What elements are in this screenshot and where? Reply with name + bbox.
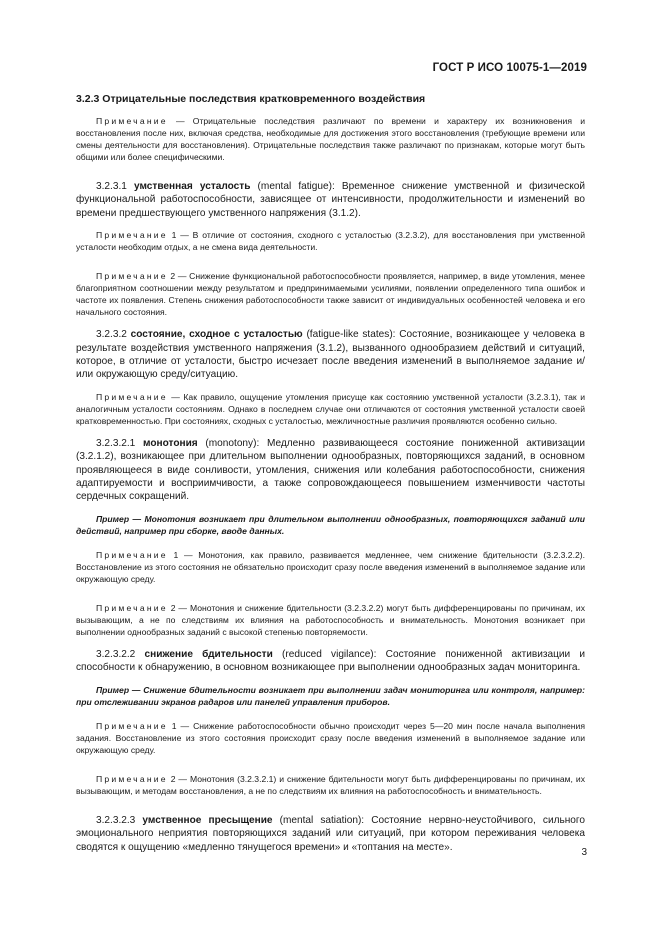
note-text: — Отрицательные последствия различают по времени и характеру их возникновения и восстановления после них, включая средства, необходимые для достижения этого восстановления (требующие времени или смены деятельности для восстановления). Отрицательные последствия также различают по признакам, которые могут быть общими или более специфическими.	[76, 116, 585, 162]
term-name: монотония	[143, 437, 198, 449]
note-text: 1 — Монотония, как правило, развивается медленнее, чем снижение бдительности (3.2.3.2.2). Восстановление из этого состояния не обязательно происходит сразу после введения изменений в выполняемое задание или окружающую среду.	[76, 549, 585, 584]
term-definition: (mental fatigue): Временное снижение умственной и физической функциональной работоспособности, зависящее от интенсивности, продолжительности и изменений во времени предшествующего умственного напряжения (3.1.2).	[76, 181, 585, 219]
note-label: Примечание	[96, 602, 168, 613]
note-text: 2 — Снижение функциональной работоспособности проявляется, например, в виде утомления, менее благоприятном соотношении между результатом и предпринимаемыми усилиями, появлении определенного типа ошибок и частоте их появления. Степень снижения работоспособности также зависит от индивидуальных особенностей человека и его начального состояния.	[76, 271, 585, 318]
page-number: 3	[581, 847, 587, 858]
note-label: Примечание	[96, 720, 168, 731]
term-name: состояние, сходное с усталостью	[130, 329, 303, 341]
note-label: Примечание	[96, 230, 168, 241]
term-number: 3.2.3.2	[96, 329, 131, 341]
note-1-reduced-vigilance	[76, 720, 585, 756]
term-number: 3.2.3.2.3	[96, 814, 143, 826]
term-definition: (reduced vigilance): Состояние пониженной активизации и способности к обнаружению, в основном возникающее при выполнении однообразных задач мониторинга.	[76, 648, 586, 674]
example-monotony: Пример — Монотония возникает при длительном выполнении однообразных, повторяющихся заданий или действий, например при сборке, вводе данных.	[76, 513, 585, 536]
example-reduced-vigilance: Пример — Снижение бдительности возникает при выполнении задач мониторинга или контроля, например: при отслеживании экранов радаров или панелей управления приборов.	[76, 684, 585, 707]
note-text: 2 — Монотония и снижение бдительности (3.2.3.2.2) могут быть дифференцированы по причинам, их вызывающим, а не по следствиям их влияния на работоспособность и внимательность. Монотония возникает при выполнении однообразных заданий с высокой степенью повторяемости.	[76, 602, 585, 637]
note-text: 1 — В отличие от состояния, сходного с усталостью (3.2.3.2), для восстановления при умственной усталости необходим отдых, а не смена вида деятельности.	[76, 230, 585, 253]
term-name: умственная усталость	[133, 181, 251, 192]
term-definition: (fatigue-like states): Состояние, возникающее у человека в результате воздействия умственного напряжения (3.1.2), вызванного однообразием действий и ситуаций, которое, в отличие от усталости, быстро исчезает после введения изменений в выполняемое задание и/или окружающую среду/ситуацию.	[76, 329, 586, 381]
term-mental-fatigue	[76, 180, 585, 220]
note-1-monotony	[76, 549, 585, 585]
term-name: снижение бдительности	[144, 648, 273, 660]
term-mental-satiation	[76, 814, 585, 854]
note-fatigue-like-states	[76, 391, 585, 427]
term-reduced-vigilance	[76, 648, 585, 675]
note-label: Примечание	[96, 271, 168, 282]
page-content	[76, 93, 585, 863]
term-definition: (monotony): Медленно развивающееся состояние пониженной активизации (3.2.1.2), возникающее при длительном выполнении однообразных, повторяющихся заданий, в основном проявляющееся в виде сонливости, утомления, снижения или колебания работоспособности, снижения адаптируемости и восприимчивости, а также сопровождающееся повышением изменчивости частоты сердечных сокращений.	[76, 437, 585, 503]
term-number: 3.2.3.2.2	[96, 648, 145, 660]
term-name: умственное пресыщение	[142, 814, 273, 826]
note-text: — Как правило, ощущение утомления присуще как состоянию умственной усталости (3.2.3.1), так и аналогичным усталости состояниям. Однако в последнем случае они отличаются от состояния умственной усталости своей кратковременностью. При состояниях, сходных с усталостью, межличностные различия проявляются особенно сильно.	[76, 391, 585, 426]
note-text: 1 — Снижение работоспособности обычно происходит через 5—20 мин после начала выполнения задания. Восстановление из этого состояния происходит сразу после введения изменений в выполняемое задание или окружающую среду.	[76, 720, 585, 755]
note-1-mental-fatigue	[76, 229, 585, 253]
note-label: Примечание	[96, 116, 168, 126]
term-fatigue-like-states	[76, 328, 585, 382]
note-2-reduced-vigilance	[76, 773, 585, 797]
note-2-monotony	[76, 602, 585, 638]
section-title: 3.2.3 Отрицательные последствия кратковременного воздействия	[76, 93, 426, 105]
note-text: 2 — Монотония (3.2.3.2.1) и снижение бдительности могут быть дифференцированы по причинам, их вызывающим, и методам восстановления, а не по следствиям их влияния на работоспособность и внимательность.	[76, 773, 585, 796]
note-general	[76, 115, 585, 163]
term-monotony	[76, 437, 585, 504]
note-2-mental-fatigue	[76, 270, 585, 318]
note-label: Примечание	[96, 773, 168, 784]
term-definition: (mental satiation): Состояние нервно-неустойчивого, сильного эмоционального неприятия повторяющихся заданий или ситуаций, при котором переживания человека сводятся к ощущению «медленно тянущегося времени» и «топтания на месте».	[76, 814, 585, 853]
term-number: 3.2.3.1	[96, 181, 134, 192]
term-number: 3.2.3.2.1	[96, 437, 143, 449]
note-label: Примечание	[96, 391, 168, 402]
note-label: Примечание	[96, 549, 168, 560]
standard-header: ГОСТ Р ИСО 10075-1—2019	[432, 62, 587, 74]
